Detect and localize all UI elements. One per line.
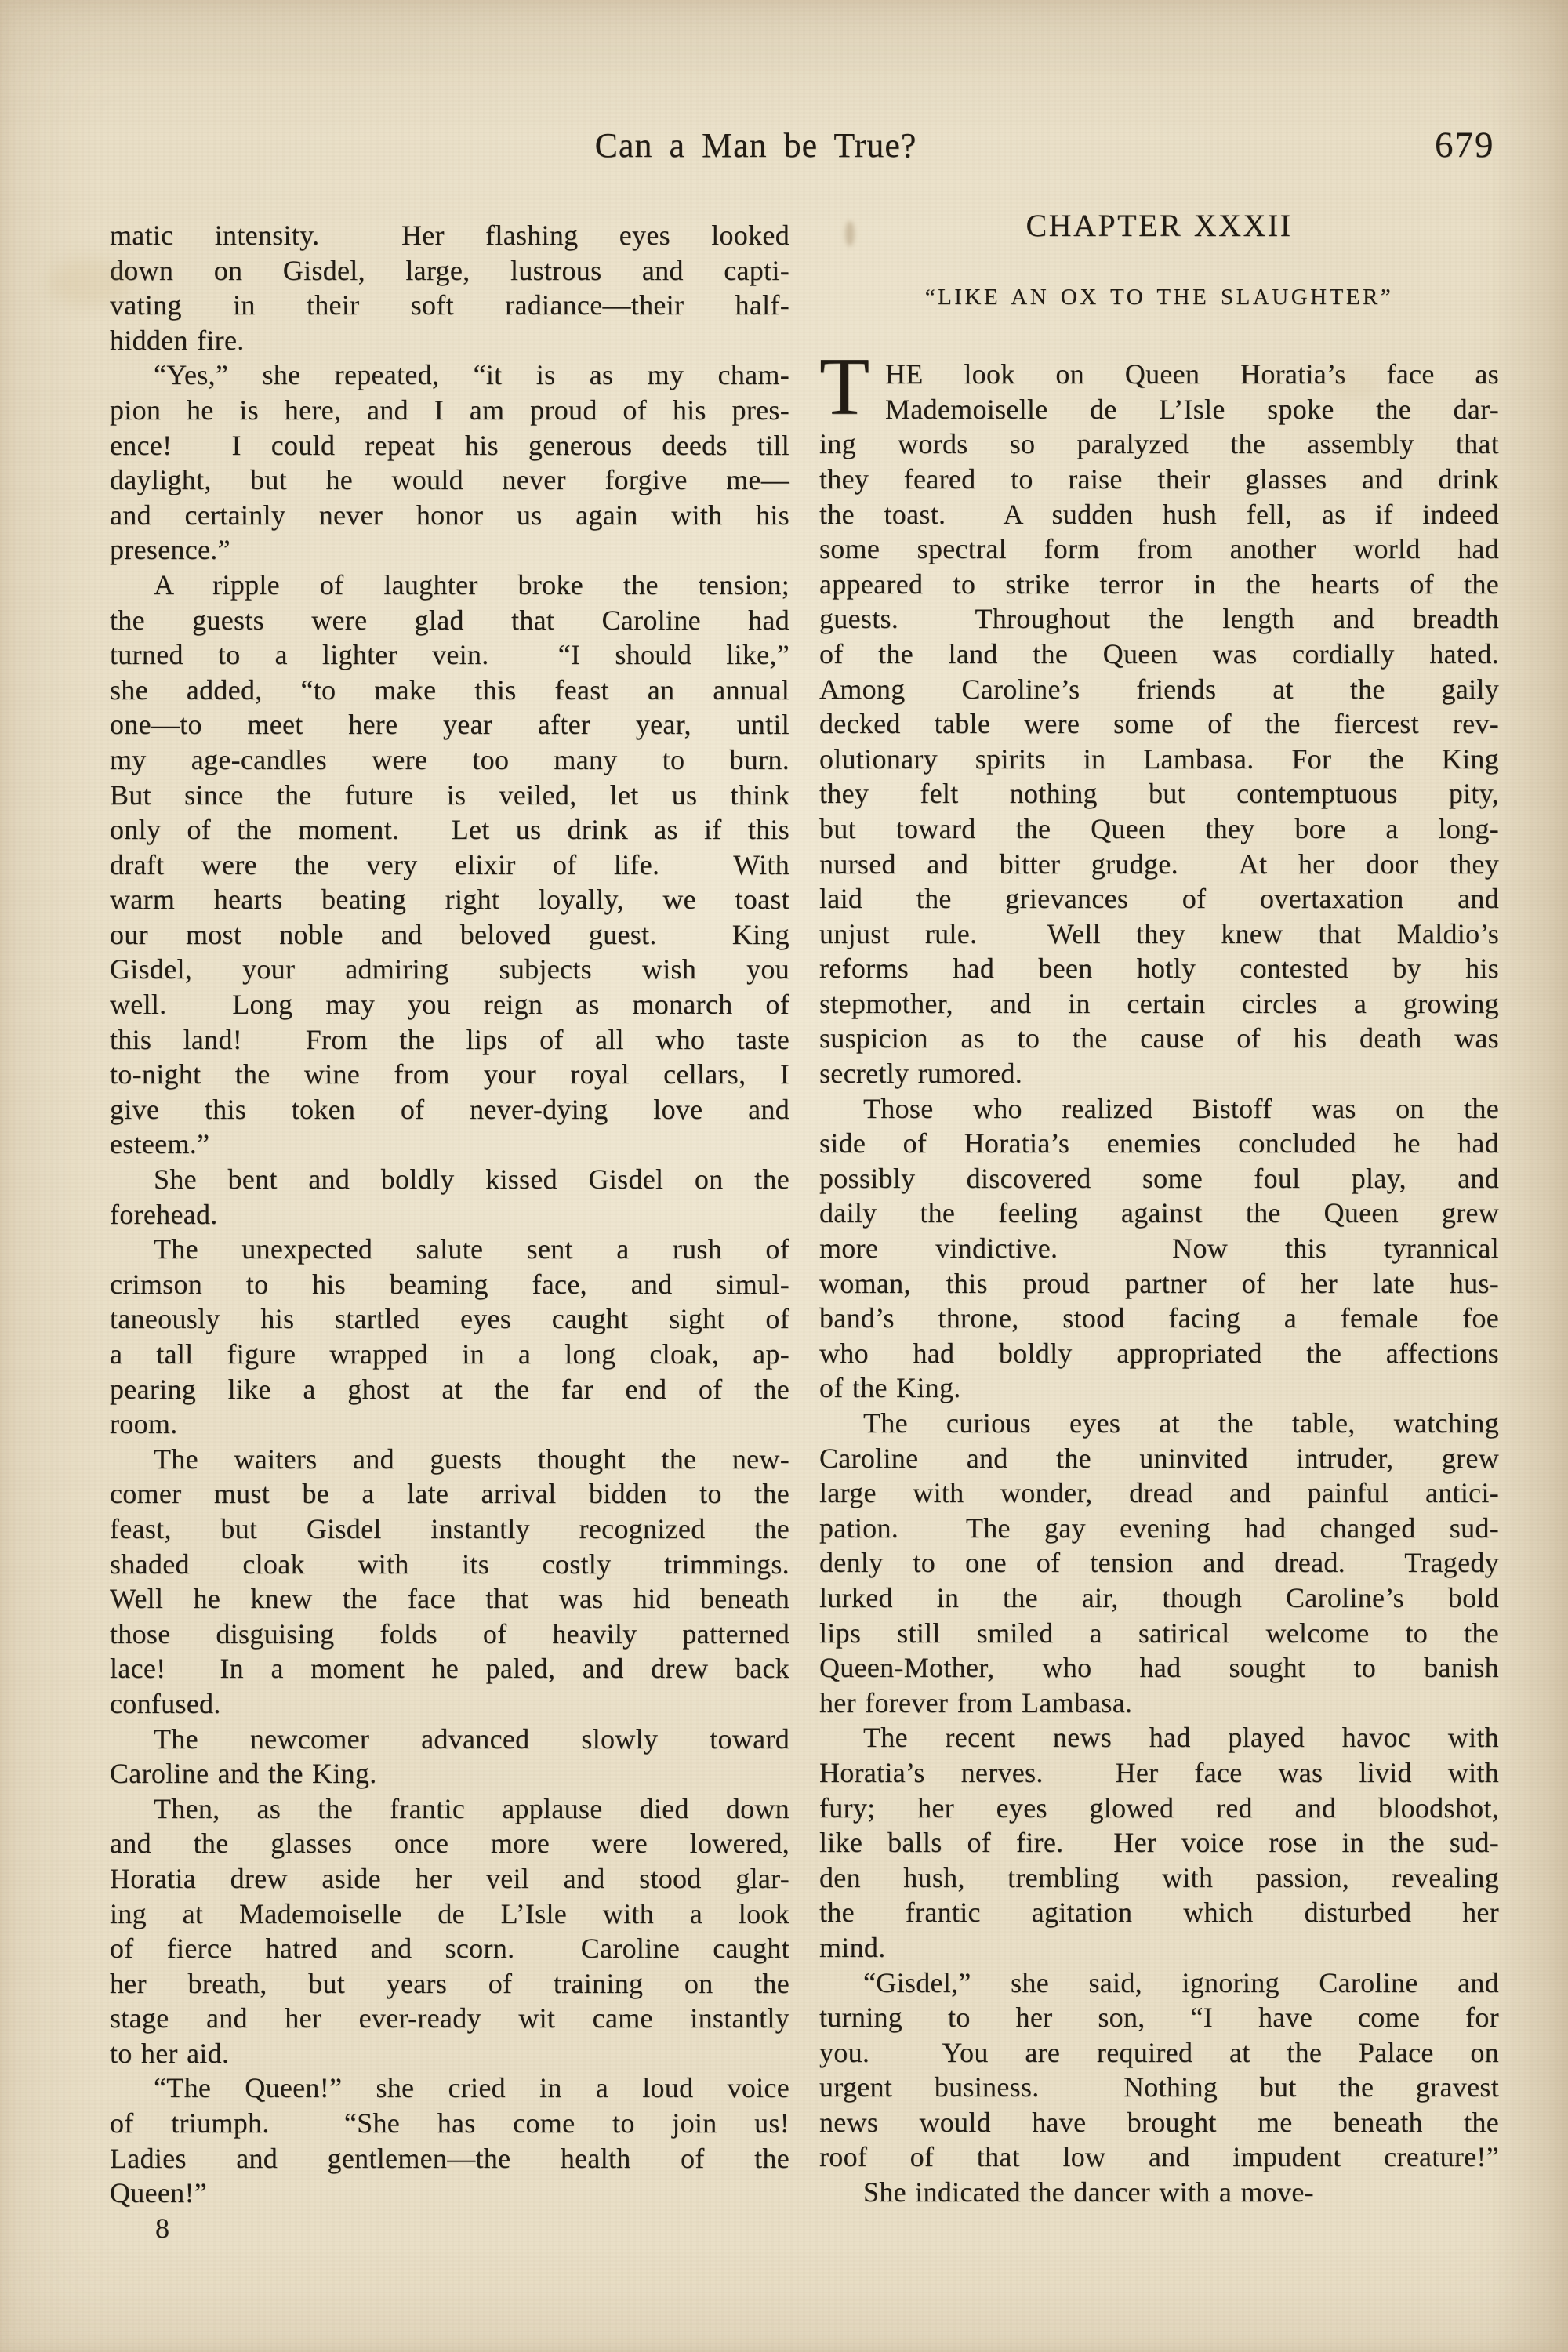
text-line: The curious eyes at the table, watching [863,1407,1499,1439]
right-paragraphs [819,340,1499,2209]
text-line: of the King. [819,1372,961,1404]
text-line: crimson to his beaming face, and simul- [110,1268,789,1300]
text-line: matic intensity. Her flashing eyes looked [110,220,789,251]
text-line: fury; her eyes glowed red and bloodshot, [819,1791,1499,1824]
paragraph [819,1406,1499,1720]
text-line: The unexpected salute sent a rush of [154,1233,789,1265]
left-column [110,218,789,2245]
text-line: turned to a lighter vein. “I should like,” [110,639,789,671]
text-line: who had boldly appropriated the affections [819,1337,1499,1369]
paragraph [110,568,789,1162]
text-line: Caroline and the uninvited intruder, grew [819,1442,1499,1474]
text-line: she added, “to make this feast an annual [110,673,789,706]
text-line: band’s throne, stood facing a female foe [819,1302,1499,1334]
text-line: “The Queen!” she cried in a loud voice [154,2072,789,2104]
paragraph [110,1232,789,1442]
page-number: 679 [1435,125,1495,165]
text-line: those disguising folds of heavily patterned [110,1617,789,1650]
text-line: they felt nothing but contemptuous pity, [819,778,1499,810]
text-line: guests. Throughout the length and breadth [819,603,1499,635]
text-line: the toast. A sudden hush fell, as if indeed [819,498,1499,530]
text-line: but toward the Queen they bore a long- [819,812,1499,844]
text-line: The waiters and guests thought the new- [154,1443,789,1475]
text-line: to-night the wine from your royal cellars, I [110,1058,789,1091]
text-line: possibly discovered some foul play, and [819,1162,1499,1194]
text-line: only of the moment. Let us drink as if this [110,814,789,846]
text-line: shaded cloak with its costly trimmings. [110,1548,789,1580]
text-line: secretly rumored. [819,1058,1022,1090]
paragraph [110,218,789,358]
text-line: of fierce hatred and scorn. Caroline caught [110,1933,789,1965]
paragraph [819,1965,1499,2176]
text-line: and the glasses once more were lowered, [110,1828,789,1860]
text-line: Queen!” [110,2177,208,2209]
text-line: mind. [819,1931,886,1963]
paragraph [110,1722,789,1791]
text-line: large with wonder, dread and painful antici- [819,1477,1499,1509]
text-line: A ripple of laughter broke the tension; [154,568,789,601]
text-line: esteem.” [110,1128,210,1160]
text-line: forehead. [110,1198,218,1230]
paragraph [819,340,1499,1091]
text-line: like balls of fire. Her voice rose in the sud- [819,1827,1499,1859]
text-line: den hush, trembling with passion, revealing [819,1861,1499,1893]
text-line: news would have brought me beneath the [819,2106,1499,2138]
text-line: stage and her ever-ready wit came instantly [110,2002,789,2034]
text-line: stepmother, and in certain circles a growing [819,987,1499,1019]
text-line: laid the grievances of overtaxation and [819,883,1499,915]
text-line: Queen-Mother, who had sought to banish [819,1652,1499,1684]
text-line: draft were the very elixir of life. With [110,848,789,880]
text-line: ing words so paralyzed the assembly that [819,428,1499,460]
text-line: of triumph. “She has come to join us! [110,2107,789,2140]
text-line: comer must be a late arrival bidden to the [110,1478,789,1510]
paragraph [819,2175,1499,2210]
running-title: Can a Man be True? [594,126,917,165]
text-line: hidden fire. [110,324,245,356]
text-line: unjust rule. Well they knew that Maldio’s [819,917,1499,949]
left-paragraphs [110,218,789,2211]
text-line: you. You are required at the Palace on [819,2036,1499,2068]
text-line: “Gisdel,” she said, ignoring Caroline and [863,1966,1499,1998]
text-line: daylight, but he would never forgive me— [110,464,789,496]
text-line: daily the feeling against the Queen grew [819,1197,1499,1229]
text-line: pearing like a ghost at the far end of the [110,1373,789,1405]
text-line: Horatia’s nerves. Her face was livid with [819,1756,1499,1788]
drop-cap: T [819,340,870,433]
text-line: ence! I could repeat his generous deeds till [110,429,789,461]
text-line: her forever from Lambasa. [819,1686,1133,1719]
text-line: suspicion as to the cause of his death was [819,1022,1499,1054]
text-line: pion he is here, and I am proud of his pres- [110,394,789,426]
text-line: give this token of never-dying love and [110,1093,789,1125]
text-line: woman, this proud partner of her late hus- [819,1267,1499,1299]
paragraph [110,1162,789,1232]
paragraph [819,1091,1499,1406]
text-line: Well he knew the face that was hid beneath [110,1583,789,1615]
text-line: HE look on Queen Horatia’s face as [885,358,1499,390]
text-line: She bent and boldly kissed Gisdel on the [154,1163,789,1196]
text-line: a tall figure wrapped in a long cloak, ap- [110,1338,789,1370]
chapter-heading: CHAPTER XXXII [1025,208,1293,243]
text-columns [110,208,1499,2245]
text-line: urgent business. Nothing but the gravest [819,2071,1499,2103]
text-line: the guests were glad that Caroline had [110,604,789,636]
text-line: Among Caroline’s friends at the gaily [819,673,1499,705]
chapter-subtitle: “LIKE AN OX TO THE SLAUGHTER” [924,284,1394,310]
text-line: Mademoiselle de L’Isle spoke the dar- [885,393,1499,425]
text-line: The recent news had played havoc with [863,1722,1499,1754]
text-line: they feared to raise their glasses and drink [819,463,1499,495]
text-line: our most noble and beloved guest. King [110,918,789,950]
text-line: of the land the Queen was cordially hated. [819,637,1499,670]
text-line: ing at Mademoiselle de L’Isle with a look [110,1897,789,1929]
text-line: Then, as the frantic applause died down [154,1792,789,1824]
signature-mark: 8 [155,2212,170,2244]
text-line: to her aid. [110,2037,230,2069]
text-line: warm hearts beating right loyally, we toast [110,884,789,916]
text-line: Caroline and the King. [110,1758,377,1790]
text-line: lurked in the air, though Caroline’s bold [819,1581,1499,1613]
text-line: the frantic agitation which disturbed her [819,1896,1499,1929]
text-line: this land! From the lips of all who taste [110,1023,789,1055]
paragraph [110,1442,789,1722]
text-line: Horatia drew aside her veil and stood glar- [110,1862,789,1894]
text-line: down on Gisdel, large, lustrous and capti- [110,254,789,286]
text-line: room. [110,1408,178,1440]
text-line: pation. The gay evening had changed sud- [819,1512,1499,1544]
text-line: “Yes,” she repeated, “it is as my cham- [154,359,789,391]
text-line: feast, but Gisdel instantly recognized the [110,1512,789,1544]
text-line: taneously his startled eyes caught sight of [110,1303,789,1335]
text-line: But since the future is veiled, let us think [110,779,789,811]
text-line: roof of that low and impudent creature!” [819,2141,1499,2173]
text-line: lace! In a moment he paled, and drew back [110,1653,789,1685]
text-line: She indicated the dancer with a move- [863,2176,1314,2209]
text-line: more vindictive. Now this tyrannical [819,1232,1499,1265]
paragraph [110,1791,789,2071]
text-line: presence.” [110,534,230,566]
text-line: one—to meet here year after year, until [110,709,789,741]
text-line: side of Horatia’s enemies concluded he had [819,1127,1499,1160]
text-line: vating in their soft radiance—their half- [110,289,789,321]
text-line: some spectral form from another world had [819,533,1499,565]
paragraph [110,358,789,568]
paragraph [819,1720,1499,1965]
paragraph [110,2071,789,2210]
text-line: and certainly never honor us again with his [110,499,789,531]
text-line: nursed and bitter grudge. At her door they [819,848,1499,880]
text-line: lips still smiled a satirical welcome to the [819,1617,1499,1649]
text-line: olutionary spirits in Lambasa. For the King [819,742,1499,775]
text-line: reforms had been hotly contested by his [819,953,1499,985]
text-line: Ladies and gentlemen—the health of the [110,2142,789,2174]
text-line: well. Long may you reign as monarch of [110,989,789,1021]
text-line: my age-candles were too many to burn. [110,743,789,775]
text-line: denly to one of tension and dread. Tragedy [819,1547,1499,1579]
text-line: Those who realized Bistoff was on the [863,1092,1499,1124]
text-line: her breath, but years of training on the [110,1967,789,1999]
text-line: appeared to strike terror in the hearts of the [819,568,1499,600]
text-line: confused. [110,1687,221,1719]
text-line: The newcomer advanced slowly toward [154,1722,789,1755]
text-line: turning to her son, “I have come for [819,2002,1499,2034]
text-line: decked table were some of the fiercest rev- [819,708,1499,740]
text-line: Gisdel, your admiring subjects wish you [110,953,789,985]
right-column [819,208,1499,2245]
